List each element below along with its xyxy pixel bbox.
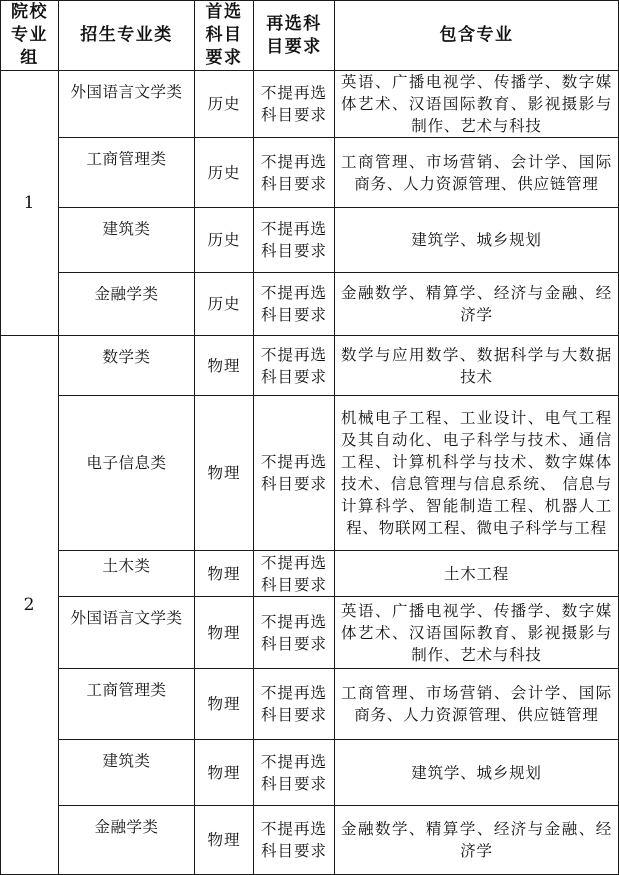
second-subject-cell: 不提再选科目要求 bbox=[254, 138, 335, 208]
category-cell: 电子信息类 bbox=[59, 396, 195, 551]
category-cell: 金融学类 bbox=[59, 806, 195, 875]
category-cell: 工商管理类 bbox=[59, 138, 195, 208]
category-cell: 工商管理类 bbox=[59, 669, 195, 740]
first-subject-cell: 历史 bbox=[195, 71, 254, 138]
majors-cell: 土木工程 bbox=[335, 551, 619, 597]
category-cell: 建筑类 bbox=[59, 740, 195, 806]
first-subject-cell: 物理 bbox=[195, 396, 254, 551]
header-row bbox=[1, 1, 619, 71]
second-subject-cell: 不提再选科目要求 bbox=[254, 806, 335, 875]
table-row bbox=[1, 597, 619, 669]
second-subject-cell: 不提再选科目要求 bbox=[254, 740, 335, 806]
category-cell: 土木类 bbox=[59, 551, 195, 597]
table-row bbox=[1, 208, 619, 273]
second-subject-cell: 不提再选科目要求 bbox=[254, 336, 335, 396]
table-row bbox=[1, 740, 619, 806]
majors-cell: 建筑学、城乡规划 bbox=[335, 740, 619, 806]
second-subject-cell: 不提再选科目要求 bbox=[254, 551, 335, 597]
first-subject-cell: 物理 bbox=[195, 336, 254, 396]
header-majors: 包含专业 bbox=[335, 1, 619, 71]
majors-cell: 金融数学、精算学、经济与金融、经济学 bbox=[335, 273, 619, 336]
second-subject-cell: 不提再选科目要求 bbox=[254, 669, 335, 740]
category-cell: 外国语言文学类 bbox=[59, 597, 195, 669]
table-row bbox=[1, 806, 619, 875]
majors-cell: 建筑学、城乡规划 bbox=[335, 208, 619, 273]
table-row bbox=[1, 669, 619, 740]
first-subject-cell: 历史 bbox=[195, 138, 254, 208]
category-cell: 金融学类 bbox=[59, 273, 195, 336]
first-subject-cell: 物理 bbox=[195, 806, 254, 875]
table-row bbox=[1, 71, 619, 138]
table-row bbox=[1, 551, 619, 597]
majors-cell: 工商管理、市场营销、会计学、国际商务、人力资源管理、供应链管理 bbox=[335, 138, 619, 208]
table-row bbox=[1, 273, 619, 336]
second-subject-cell: 不提再选科目要求 bbox=[254, 273, 335, 336]
majors-cell: 数学与应用数学、数据科学与大数据技术 bbox=[335, 336, 619, 396]
table-row bbox=[1, 138, 619, 208]
category-cell: 数学类 bbox=[59, 336, 195, 396]
first-subject-cell: 物理 bbox=[195, 597, 254, 669]
header-group: 院校专业组 bbox=[1, 1, 59, 71]
majors-cell: 工商管理、市场营销、会计学、国际商务、人力资源管理、供应链管理 bbox=[335, 669, 619, 740]
first-subject-cell: 物理 bbox=[195, 740, 254, 806]
header-category: 招生专业类 bbox=[59, 1, 195, 71]
group-id: 1 bbox=[1, 71, 59, 336]
table-row bbox=[1, 396, 619, 551]
majors-cell: 机械电子工程、工业设计、电气工程及其自动化、电子科学与技术、通信工程、计算机科学与技术、数字媒体技术、信息管理与信息系统、 信息与计算科学、智能制造工程、机器人工程、物联网工程、微电子科学与工程 bbox=[335, 396, 619, 551]
second-subject-cell: 不提再选科目要求 bbox=[254, 396, 335, 551]
category-cell: 外国语言文学类 bbox=[59, 71, 195, 138]
second-subject-cell: 不提再选科目要求 bbox=[254, 71, 335, 138]
majors-cell: 英语、广播电视学、传播学、数字媒体艺术、汉语国际教育、影视摄影与制作、艺术与科技 bbox=[335, 71, 619, 138]
table-row bbox=[1, 336, 619, 396]
second-subject-cell: 不提再选科目要求 bbox=[254, 597, 335, 669]
majors-cell: 金融数学、精算学、经济与金融、经济学 bbox=[335, 806, 619, 875]
group-id: 2 bbox=[1, 336, 59, 875]
header-first-subject: 首选科目要求 bbox=[195, 1, 254, 71]
header-second-subject: 再选科目要求 bbox=[254, 1, 335, 71]
category-cell: 建筑类 bbox=[59, 208, 195, 273]
first-subject-cell: 历史 bbox=[195, 273, 254, 336]
first-subject-cell: 物理 bbox=[195, 551, 254, 597]
majors-cell: 英语、广播电视学、传播学、数字媒体艺术、汉语国际教育、影视摄影与制作、艺术与科技 bbox=[335, 597, 619, 669]
first-subject-cell: 物理 bbox=[195, 669, 254, 740]
second-subject-cell: 不提再选科目要求 bbox=[254, 208, 335, 273]
first-subject-cell: 历史 bbox=[195, 208, 254, 273]
